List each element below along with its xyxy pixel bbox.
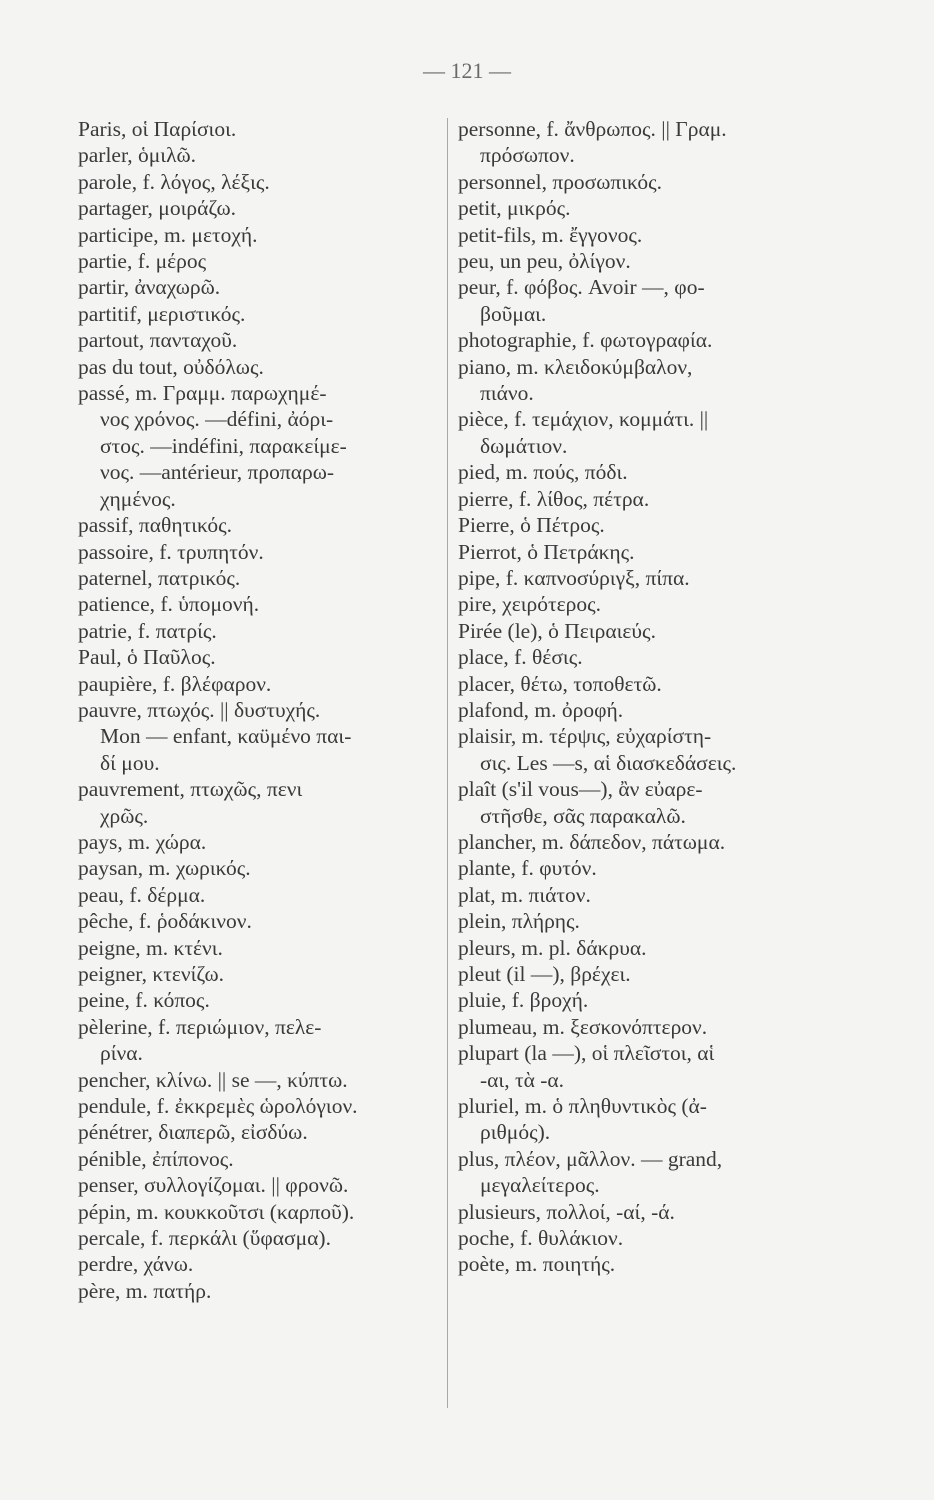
dictionary-entry: Paul, ὁ Παῦλος.: [78, 645, 216, 670]
dictionary-entry: plaisir, m. τέρψις, εὐχαρίστη-: [458, 724, 712, 749]
dictionary-entry: pays, m. χώρα.: [78, 829, 207, 854]
dictionary-entry: partir, ἀναχωρῶ.: [78, 275, 221, 300]
dictionary-entry: pendule, f. ἐκκρεμὲς ὡρολόγιον.: [78, 1094, 358, 1119]
dictionary-entry: Pierrot, ὁ Πετράκης.: [458, 539, 635, 564]
dictionary-entry: paysan, m. χωρικός.: [78, 856, 251, 881]
dictionary-entry-continuation: Mon — enfant, καϋμένο παι-: [100, 724, 352, 749]
dictionary-entry: partitif, μεριστικός.: [78, 301, 246, 326]
dictionary-entry: plus, πλέον, μᾶλλον. — grand,: [458, 1146, 723, 1171]
dictionary-entry-continuation: ριθμός).: [480, 1120, 551, 1145]
dictionary-entry: paternel, πατρικός.: [78, 565, 241, 590]
dictionary-entry: pleurs, m. pl. δάκρυα.: [458, 935, 647, 960]
dictionary-entry: peigne, m. κτένι.: [78, 935, 223, 960]
dictionary-entry: participe, m. μετοχή.: [78, 222, 258, 247]
dictionary-entry-continuation: δί μου.: [100, 750, 160, 775]
dictionary-entry: pêche, f. ῥοδάκινον.: [78, 909, 252, 934]
dictionary-entry: pièce, f. τεμάχιον, κομμάτι. ||: [458, 407, 709, 432]
dictionary-entry-continuation: δωμάτιον.: [480, 433, 568, 458]
dictionary-entry-continuation: -αι, τὰ -α.: [480, 1067, 565, 1092]
dictionary-entry: parler, ὁμιλῶ.: [78, 143, 197, 168]
dictionary-entry: paupière, f. βλέφαρον.: [78, 671, 272, 696]
dictionary-entry: patrie, f. πατρίς.: [78, 618, 217, 643]
dictionary-entry: perdre, χάνω.: [78, 1252, 194, 1277]
dictionary-entry: pencher, κλίνω. || se —, κύπτω.: [78, 1067, 348, 1092]
dictionary-entry: plein, πλήρης.: [458, 909, 580, 934]
dictionary-entry-continuation: σις. Les —s, αἱ διασκεδάσεις.: [480, 750, 737, 775]
dictionary-entry: petit-fils, m. ἔγγονος.: [458, 222, 643, 247]
dictionary-entry: pluriel, m. ὁ πληθυντικὸς (ἀ-: [458, 1094, 707, 1119]
dictionary-entry: petit, μικρός.: [458, 196, 571, 221]
dictionary-entry: peur, f. φόβος. Avoir —, φο-: [458, 275, 705, 300]
dictionary-entry: photographie, f. φωτογραφία.: [458, 328, 713, 353]
dictionary-entry: penser, συλλογίζομαι. || φρονῶ.: [78, 1173, 349, 1198]
dictionary-entry: pauvre, πτωχός. || δυστυχής.: [78, 697, 321, 722]
dictionary-entry: pire, χειρότερος.: [458, 592, 602, 617]
dictionary-entry: peigner, κτενίζω.: [78, 962, 225, 986]
dictionary-entry: plusieurs, πολλοί, -αί, -ά.: [458, 1199, 675, 1224]
dictionary-entry: pèlerine, f. περιώμιον, πελε-: [78, 1014, 322, 1039]
dictionary-entry: placer, θέτω, τοποθετῶ.: [458, 671, 662, 696]
column-divider: [447, 118, 448, 1408]
dictionary-entry-continuation: ρίνα.: [100, 1041, 143, 1066]
dictionary-entry-continuation: νος χρόνος. —défini, ἀόρι-: [100, 407, 334, 432]
dictionary-entry: percale, f. περκάλι (ὕφασμα).: [78, 1226, 331, 1251]
dictionary-entry-continuation: πιάνο.: [480, 381, 534, 406]
dictionary-entry-continuation: στος. —indéfini, παρακείμε-: [100, 433, 347, 458]
dictionary-entry: pas du tout, οὐδόλως.: [78, 354, 264, 379]
dictionary-entry: partie, f. μέρος: [78, 249, 207, 274]
dictionary-entry: pénétrer, διαπερῶ, εἰσδύω.: [78, 1120, 308, 1145]
dictionary-entry: plat, m. πιάτον.: [458, 882, 591, 907]
dictionary-entry: patience, f. ὑπομονή.: [78, 592, 260, 617]
dictionary-entry-continuation: βοῦμαι.: [480, 301, 547, 326]
dictionary-entry: plumeau, m. ξεσκονόπτερον.: [458, 1014, 708, 1039]
dictionary-entry: passé, m. Γραμμ. παρωχημέ-: [78, 381, 327, 406]
dictionary-entry: parole, f. λόγος, λέξις.: [78, 169, 270, 194]
dictionary-entry: plante, f. φυτόν.: [458, 856, 597, 881]
dictionary-entry: plupart (la —), οἱ πλεῖστοι, αἱ: [458, 1041, 715, 1066]
dictionary-entry: peau, f. δέρμα.: [78, 882, 206, 907]
dictionary-entry: pleut (il —), βρέχει.: [458, 962, 631, 986]
dictionary-entry: passoire, f. τρυπητόν.: [78, 539, 264, 564]
dictionary-entry: pipe, f. καπνοσύριγξ, πίπα.: [458, 565, 690, 590]
dictionary-entry-continuation: στῆσθε, σᾶς παρακαλῶ.: [480, 803, 686, 828]
dictionary-entry: poète, m. ποιητής.: [458, 1252, 616, 1277]
dictionary-entry: passif, παθητικός.: [78, 513, 232, 538]
dictionary-entry-continuation: νος. —antérieur, προπαρω-: [100, 460, 335, 485]
dictionary-entry: partager, μοιράζω.: [78, 196, 237, 221]
dictionary-entry: pluie, f. βροχή.: [458, 988, 589, 1013]
dictionary-entry: pénible, ἐπίπονος.: [78, 1146, 234, 1171]
dictionary-entry: Pierre, ὁ Πέτρος.: [458, 513, 605, 538]
dictionary-entry: plancher, m. δάπεδον, πάτωμα.: [458, 829, 726, 854]
dictionary-entry: plafond, m. ὀροφή.: [458, 697, 624, 722]
dictionary-entry: plaît (s'il vous—), ἂν εὐαρε-: [458, 777, 703, 802]
dictionary-entry: peine, f. κόπος.: [78, 988, 210, 1013]
dictionary-entry: Pirée (le), ὁ Πειραιεύς.: [458, 618, 656, 643]
dictionary-entry: pierre, f. λίθος, πέτρα.: [458, 486, 650, 511]
dictionary-entry: partout, πανταχοῦ.: [78, 328, 238, 353]
left-column: [78, 116, 448, 1304]
dictionary-entry: père, m. πατήρ.: [78, 1278, 212, 1303]
dictionary-entry: pauvrement, πτωχῶς, πενι: [78, 777, 303, 802]
dictionary-entry-continuation: μεγαλείτερος.: [480, 1173, 600, 1198]
right-column: [458, 116, 838, 1278]
dictionary-entry: personnel, προσωπικός.: [458, 169, 663, 194]
dictionary-entry: personne, f. ἄνθρωπος. || Γραμ.: [458, 117, 727, 141]
dictionary-entry: poche, f. θυλάκιον.: [458, 1226, 624, 1251]
dictionary-entry: Paris, οἱ Παρίσιοι.: [78, 117, 237, 141]
dictionary-entry: pied, m. πούς, πόδι.: [458, 460, 628, 485]
dictionary-entry: peu, un peu, ὀλίγον.: [458, 249, 631, 274]
dictionary-entry: place, f. θέσις.: [458, 645, 583, 670]
dictionary-entry-continuation: χρῶς.: [100, 803, 149, 828]
page-number: — 121 —: [423, 58, 511, 83]
dictionary-entry-continuation: πρόσωπον.: [480, 143, 575, 168]
dictionary-entry-continuation: χημένος.: [100, 486, 176, 511]
dictionary-entry: pépin, m. κουκκοῦτσι (καρποῦ).: [78, 1199, 355, 1224]
dictionary-entry: piano, m. κλειδοκύμβαλον,: [458, 354, 693, 379]
